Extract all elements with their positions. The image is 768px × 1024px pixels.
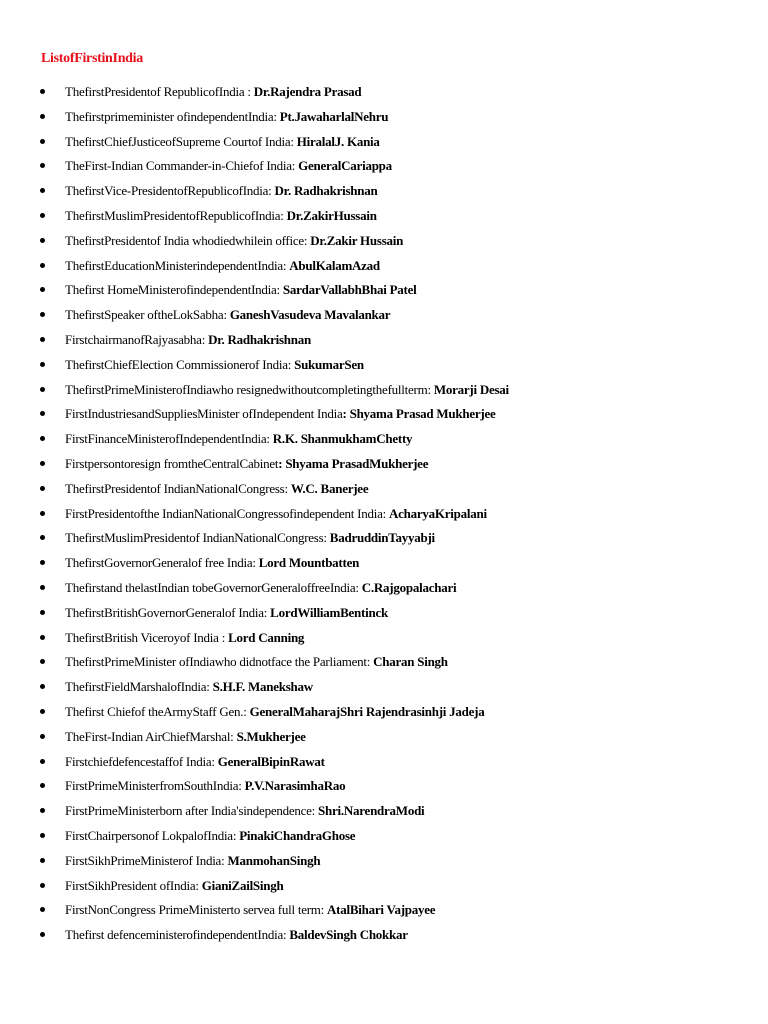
bullet-icon <box>40 89 45 94</box>
item-answer: Lord Mountbatten <box>258 555 360 571</box>
list-item-text <box>65 480 368 498</box>
bullet-icon <box>40 238 45 243</box>
item-description: ThefirstBritish Viceroyof India : <box>65 629 229 645</box>
bullet-icon <box>40 659 45 664</box>
list-item-text <box>65 207 377 225</box>
list-item-text <box>65 901 435 919</box>
item-description: ThefirstMuslimPresidentofRepublicofIndia: <box>65 207 287 223</box>
list-item <box>0 306 768 331</box>
list-item-text <box>65 306 390 324</box>
item-description: FirstSikhPresident ofIndia: <box>65 877 202 893</box>
item-description: ThefirstFieldMarshalofIndia: <box>65 679 213 695</box>
item-description: ThefirstChiefJusticeofSupreme Courtof India: <box>65 133 297 149</box>
bullet-icon <box>40 411 45 416</box>
list-item <box>0 827 768 852</box>
bullet-icon <box>40 759 45 764</box>
item-answer: GeneralMaharajShri Rajendrasinhji Jadeja <box>249 703 485 719</box>
list-item <box>0 207 768 232</box>
list-item <box>0 653 768 678</box>
bullet-icon <box>40 907 45 912</box>
item-answer: HiralalJ. Kania <box>296 133 380 149</box>
bullet-icon <box>40 287 45 292</box>
item-answer: GianiZailSingh <box>201 877 284 893</box>
list-item-text <box>65 157 392 175</box>
list-item-text <box>65 802 424 820</box>
item-answer: Dr.Rajendra Prasad <box>253 84 362 99</box>
list-item-text <box>65 827 355 845</box>
list-item <box>0 331 768 356</box>
bullet-icon <box>40 883 45 888</box>
list-item <box>0 703 768 728</box>
item-answer: AtalBihari Vajpayee <box>327 902 436 918</box>
list-item <box>0 901 768 926</box>
item-description: Thefirst Chiefof theArmyStaff Gen.: <box>65 703 250 719</box>
bullet-icon <box>40 610 45 615</box>
bullet-icon <box>40 114 45 119</box>
bullet-icon <box>40 635 45 640</box>
list-item-text <box>65 133 380 151</box>
list-item <box>0 926 768 951</box>
list-item-text <box>65 678 313 696</box>
item-description: Thefirstand thelastIndian tobeGovernorGeneraloffreeIndia: <box>65 579 362 595</box>
bullet-icon <box>40 362 45 367</box>
bullet-icon <box>40 535 45 540</box>
item-answer: AcharyaKripalani <box>388 505 487 521</box>
list-item <box>0 157 768 182</box>
item-description: Firstpersontoresign fromtheCentralCabinet <box>65 455 279 471</box>
list-item <box>0 257 768 282</box>
item-description: FirstChairpersonof LokpalofIndia: <box>65 827 240 843</box>
item-answer: Charan Singh <box>373 654 448 670</box>
bullet-icon <box>40 139 45 144</box>
list-item-text <box>65 356 364 374</box>
list-item-text <box>65 877 283 895</box>
item-description: ThefirstMuslimPresidentof IndianNationalCongress: <box>65 530 330 546</box>
item-description: FirstNonCongress PrimeMinisterto servea full term: <box>65 902 328 918</box>
bullet-icon <box>40 436 45 441</box>
item-answer: S.Mukherjee <box>236 728 306 744</box>
list-item-text <box>65 629 304 647</box>
list-item <box>0 133 768 158</box>
bullet-icon <box>40 808 45 813</box>
bullet-icon <box>40 511 45 516</box>
item-description: FirstchairmanofRajyasabha: <box>65 331 209 347</box>
bullet-icon <box>40 684 45 689</box>
list-item <box>0 852 768 877</box>
item-description: TheFirst-Indian Commander-in-Chiefof India: <box>65 158 299 174</box>
list-item <box>0 232 768 257</box>
item-description: Thefirst defenceministerofindependentIndia: <box>65 927 290 943</box>
facts-list <box>0 83 768 951</box>
item-answer: Dr. Radhakrishnan <box>274 183 378 199</box>
list-item <box>0 83 768 108</box>
bullet-icon <box>40 585 45 590</box>
item-description: ThefirstPresidentof RepublicofIndia : <box>65 84 254 99</box>
list-item-text <box>65 653 448 671</box>
list-item <box>0 281 768 306</box>
item-answer: : Shyama PrasadMukherjee <box>278 455 429 471</box>
list-item <box>0 405 768 430</box>
item-description: FirstIndustriesandSuppliesMinister ofIndependent India <box>65 406 343 422</box>
list-item <box>0 777 768 802</box>
item-description: ThefirstSpeaker oftheLokSabha: <box>65 307 230 323</box>
item-answer: Pt.JawaharlalNehru <box>279 108 389 124</box>
list-item-text <box>65 281 416 299</box>
item-description: ThefirstBritishGovernorGeneralof India: <box>65 604 271 620</box>
list-item-text <box>65 579 456 597</box>
list-item-text <box>65 554 359 572</box>
list-item <box>0 108 768 133</box>
bullet-icon <box>40 461 45 466</box>
item-answer: R.K. ShanmukhamChetty <box>272 431 413 447</box>
list-item-text <box>65 381 509 399</box>
item-answer: Shri.NarendraModi <box>318 803 425 819</box>
item-description: ThefirstEducationMinisterindependentIndia: <box>65 257 290 273</box>
list-item-text <box>65 331 311 349</box>
item-answer: ManmohanSingh <box>227 852 321 868</box>
list-item <box>0 753 768 778</box>
document-title: ListofFirstinIndia <box>41 51 143 66</box>
item-description: Thefirst HomeMinisterofindependentIndia: <box>65 282 283 298</box>
item-description: ThefirstVice-PresidentofRepublicofIndia: <box>65 183 275 199</box>
bullet-icon <box>40 783 45 788</box>
bullet-icon <box>40 213 45 218</box>
bullet-icon <box>40 709 45 714</box>
list-item-text <box>65 728 306 746</box>
bullet-icon <box>40 858 45 863</box>
list-item <box>0 430 768 455</box>
list-item <box>0 629 768 654</box>
item-answer: Dr.ZakirHussain <box>286 207 377 223</box>
bullet-icon <box>40 163 45 168</box>
item-answer: : Shyama Prasad Mukherjee <box>342 406 496 422</box>
list-item-text <box>65 108 388 126</box>
item-answer: Lord Canning <box>228 629 305 645</box>
list-item-text <box>65 257 380 275</box>
item-answer: GeneralBipinRawat <box>217 753 325 769</box>
list-item-text <box>65 529 435 547</box>
list-item-text <box>65 232 403 250</box>
item-description: ThefirstPrimeMinisterofIndiawho resignedwithoutcompletingthefullterm: <box>65 381 434 397</box>
list-item-text <box>65 455 428 473</box>
list-item <box>0 579 768 604</box>
item-answer: Dr.Zakir Hussain <box>310 232 404 248</box>
item-answer: SukumarSen <box>294 356 364 372</box>
item-description: Firstchiefdefencestaffof India: <box>65 753 218 769</box>
list-item <box>0 554 768 579</box>
item-answer: PinakiChandraGhose <box>239 827 356 843</box>
item-description: FirstPresidentofthe IndianNationalCongressofindependent India: <box>65 505 389 521</box>
list-item-text <box>65 926 408 944</box>
item-description: ThefirstPrimeMinister ofIndiawho didnotface the Parliament: <box>65 654 374 670</box>
list-item <box>0 877 768 902</box>
bullet-icon <box>40 734 45 739</box>
item-answer: BaldevSingh Chokkar <box>289 927 408 943</box>
item-answer: AbulKalamAzad <box>289 257 380 273</box>
list-item-text <box>65 83 361 101</box>
item-answer: Dr. Radhakrishnan <box>208 331 312 347</box>
bullet-icon <box>40 833 45 838</box>
list-item <box>0 455 768 480</box>
list-item-text <box>65 753 325 771</box>
list-item-text <box>65 777 345 795</box>
item-description: ThefirstPresidentof IndianNationalCongress: <box>65 480 291 496</box>
bullet-icon <box>40 337 45 342</box>
bullet-icon <box>40 560 45 565</box>
list-item-text <box>65 430 412 448</box>
list-item <box>0 678 768 703</box>
list-item <box>0 505 768 530</box>
list-item-text <box>65 852 320 870</box>
bullet-icon <box>40 486 45 491</box>
bullet-icon <box>40 188 45 193</box>
item-description: ThefirstGovernorGeneralof free India: <box>65 555 259 571</box>
list-item-text <box>65 703 484 721</box>
item-description: ThefirstPresidentof India whodiedwhilein office: <box>65 232 311 248</box>
item-answer: C.Rajgopalachari <box>361 579 457 595</box>
list-item <box>0 356 768 381</box>
list-item-text <box>65 604 388 622</box>
list-item <box>0 182 768 207</box>
list-item <box>0 728 768 753</box>
list-item-text <box>65 182 377 200</box>
item-answer: Morarji Desai <box>433 381 509 397</box>
list-item <box>0 604 768 629</box>
bullet-icon <box>40 932 45 937</box>
item-description: FirstFinanceMinisterofIndependentIndia: <box>65 431 273 447</box>
list-item-text <box>65 505 487 523</box>
item-answer: W.C. Banerjee <box>290 480 369 496</box>
list-item <box>0 381 768 406</box>
item-answer: LordWilliamBentinck <box>270 604 388 620</box>
item-answer: GeneralCariappa <box>298 158 392 174</box>
bullet-icon <box>40 387 45 392</box>
item-description: FirstPrimeMinisterborn after India'sindependence: <box>65 803 319 819</box>
list-item-text <box>65 405 496 423</box>
bullet-icon <box>40 312 45 317</box>
item-answer: P.V.NarasimhaRao <box>244 778 346 794</box>
item-description: ThefirstChiefElection Commissionerof India: <box>65 356 295 372</box>
list-item <box>0 802 768 827</box>
list-item <box>0 480 768 505</box>
bullet-icon <box>40 263 45 268</box>
item-answer: GaneshVasudeva Mavalankar <box>229 307 391 323</box>
list-item <box>0 529 768 554</box>
item-answer: S.H.F. Manekshaw <box>212 679 313 695</box>
item-description: FirstSikhPrimeMinisterof India: <box>65 852 228 868</box>
item-description: TheFirst-Indian AirChiefMarshal: <box>65 728 237 744</box>
item-description: Thefirstprimeminister ofindependentIndia: <box>65 108 280 124</box>
item-answer: BadruddinTayyabji <box>329 530 435 546</box>
item-answer: SardarVallabhBhai Patel <box>282 282 417 298</box>
item-description: FirstPrimeMinisterfromSouthIndia: <box>65 778 245 794</box>
